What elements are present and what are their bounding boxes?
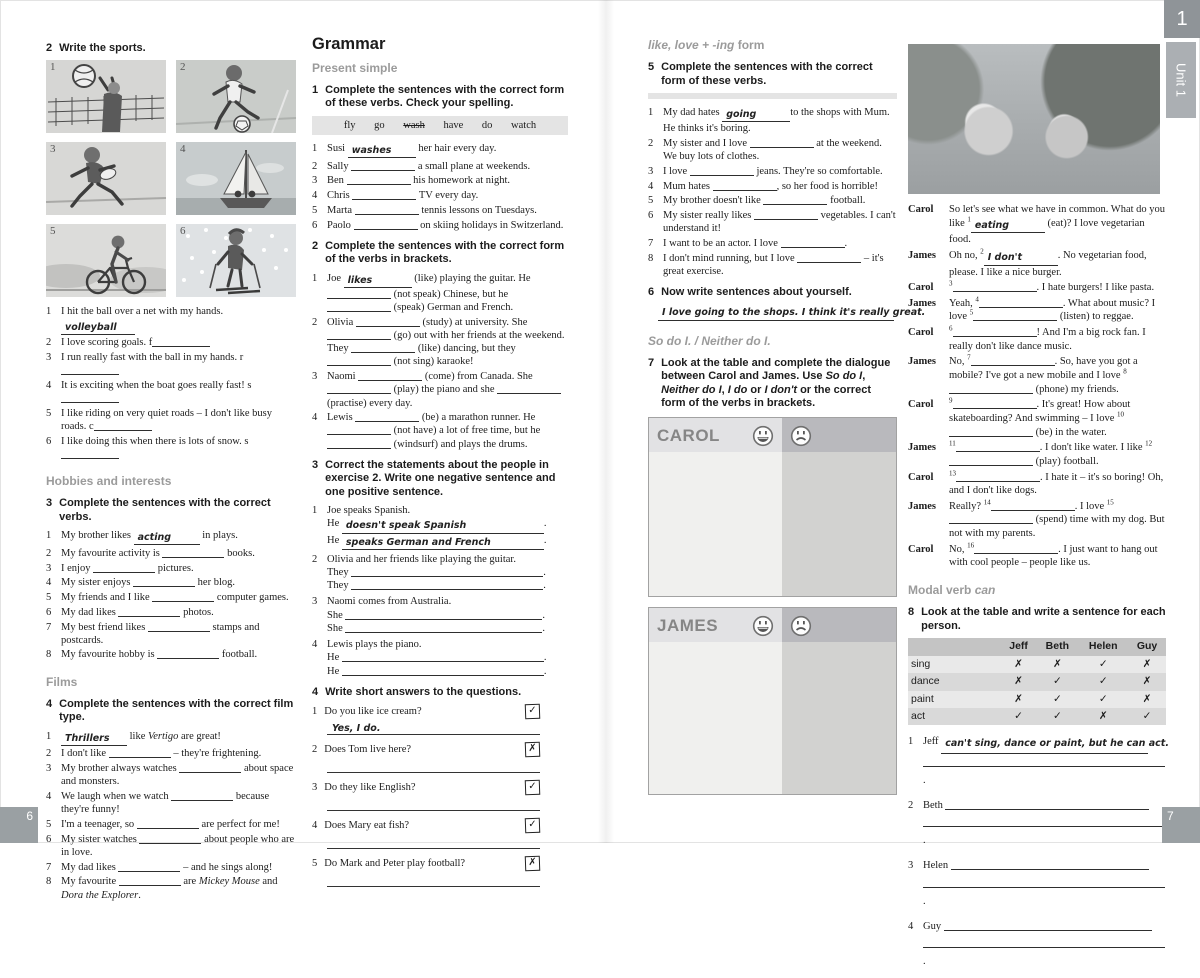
unit-number-tab: 1 — [1164, 0, 1200, 38]
speaker-name: James — [908, 356, 936, 368]
answer-line — [327, 874, 540, 887]
films-heading: Films — [46, 674, 78, 689]
exercise-item: 2 Olivia (study) at university. She (go) out with her friends at the weekend. They (like) dancing, but they (not sing) karaoke! — [312, 316, 565, 368]
can-table-row: dance ✗ ✓ ✓ ✗ — [908, 673, 1166, 690]
speaker-name: James — [908, 297, 936, 309]
answer-line — [327, 760, 540, 773]
rugby-illustration: 3 — [46, 142, 166, 215]
exercise-item: 4 My sister enjoys her blog. — [46, 577, 235, 589]
checkbox-icon: ✓ — [525, 780, 541, 796]
short-answer-item: 1 Do you like ice cream? ✓ Yes, I do. — [312, 704, 568, 735]
exercise-item: 3 I love jeans. They're so comfortable. — [648, 165, 883, 177]
ex7-title: 7 Look at the table and complete the dialogue between Carol and James. Use So do I, Neither do I, I do or I don't or the correct form of the verbs in brackets. — [648, 356, 891, 409]
exercise-item: 3 I run really fast with the ball in my hands. r — [46, 351, 298, 377]
dialogue-line: James Really? $^{14}$ . I love $^{15}$ (spend) time with my dog. But not with my parents. — [908, 498, 1165, 540]
exercise-item: 5 My brother doesn't like football. — [648, 195, 866, 207]
exercise-item: 2 My sister and I love at the weekend. We buy lots of clothes. — [648, 137, 882, 163]
checkbox-icon: ✓ — [525, 704, 541, 720]
exercise-item: 1 Susi washes her hair every day. — [312, 142, 568, 158]
exercise-item: 3 My brother always watches about space and monsters. — [46, 763, 294, 788]
james-table — [648, 607, 897, 795]
present-simple-heading: Present simple — [312, 60, 398, 75]
grammar-ex1-title: 1 Complete the sentences with the correct form of these verbs. Check your spelling. — [312, 83, 565, 110]
exercise-item: 2 My favourite activity is books. — [46, 547, 255, 559]
exercise-item: 7 My best friend likes stamps and postcards. — [46, 621, 260, 646]
exercise-item: 6 My sister really likes vegetables. I can't understand it! — [648, 209, 896, 235]
hobbies-heading: Hobbies and interests — [46, 474, 172, 489]
grammar-ex2-title: 2 Complete the sentences with the correct form of the verbs in brackets. — [312, 239, 565, 266]
dialogue-line: Carol So let's see what we have in common. What do you like $^1$eating (eat)? I love vegetarian food. — [908, 204, 1166, 246]
dialogue-line: James Yeah, $^4$ . What about music? I love $^5$ (listen) to reggae. — [908, 295, 1156, 323]
grammar-ex3-title: 3 Correct the statements about the people in exercise 2. Write one negative sentence and one positive sentence. — [312, 458, 556, 498]
speaker-name: Carol — [908, 204, 934, 215]
ex8-title: 8 Look at the table and write a sentence for each person. — [908, 606, 1166, 632]
sailing-illustration: 4 — [176, 142, 296, 215]
ex2-title: 2 Write the sports. — [46, 42, 146, 54]
carol-name: CAROL — [657, 426, 720, 446]
grammar-ex4-items — [312, 704, 568, 887]
exercise-item: 4 Guy . — [908, 918, 1166, 972]
exercise-item: 4 Lewis plays the piano. He . He . — [312, 639, 547, 677]
carol-james-dialogue — [908, 203, 1166, 570]
dialogue-line: James Oh no, $^2$I don't . No vegetarian food, please. I like a nice burger. — [908, 247, 1147, 278]
dialogue-line: James No, $^7$ . So, have you got a mobile? I've got a new mobile and I love $^8$ (phone) my friends. — [908, 353, 1138, 395]
exercise-item: 1 My dad hates going to the shops with Mum. He thinks it's boring. — [648, 106, 890, 135]
ex4-title: 4 Complete the sentences with the correct film type. — [46, 697, 294, 724]
carol-table — [648, 417, 897, 597]
happy-face-icon — [752, 615, 774, 637]
exercise-item: 3 Naomi (come) from Canada. She (play) the piano and she (practise) every day. — [312, 370, 568, 410]
exercise-item: 6 I like doing this when there is lots of snow. s — [46, 435, 298, 461]
carol-dislikes — [782, 452, 896, 596]
ex1-verb-box: fly go wash have do watch — [312, 116, 568, 135]
answer-line — [327, 798, 540, 811]
grammar-ex1-items — [312, 142, 568, 232]
ex2-items — [46, 305, 298, 461]
can-table-row: sing ✗ ✗ ✓ ✗ — [908, 656, 1166, 673]
can-table: Jeff Beth Helen Guy sing ✗ ✗ ✓ ✗ dance ✗ ✓ ✓ ✗ paint ✗ ✓ ✓ ✗ act ✓ ✓ ✗ ✓ — [908, 638, 1166, 725]
exercise-item: 1 Thrillers like Vertigo are great! — [46, 730, 298, 746]
exercise-item: 1 My brother likes acting in plays. — [46, 529, 298, 545]
grammar-ex4-title: 4 Write short answers to the questions. — [312, 685, 522, 698]
can-table-row: paint ✗ ✓ ✓ ✗ — [908, 691, 1166, 708]
sports-image-grid — [46, 60, 298, 297]
like-love-heading: like, love + -ing form — [648, 38, 765, 52]
exercise-item: 6 My sister watches about people who are in love. — [46, 833, 295, 858]
volleyball-art — [46, 60, 166, 133]
exercise-item: 6 Paolo on skiing holidays in Switzerland. — [312, 219, 564, 231]
left-page-column-1 — [46, 34, 298, 903]
exercise-item: 4 Lewis (be) a marathon runner. He (not have) a lot of free time, but he (windsurf) and plays the drums. — [312, 412, 541, 450]
exercise-item: 5 Marta tennis lessons on Tuesdays. — [312, 204, 537, 216]
grammar-heading: Grammar — [312, 35, 386, 53]
exercise-item: 1 Joe likes (like) playing the guitar. He (not speak) Chinese, but he (speak) German and French. — [312, 272, 531, 313]
cycling-art — [46, 224, 166, 297]
right-page-column-2 — [908, 44, 1169, 978]
page-number-right: 7 — [1162, 807, 1200, 843]
exercise-item: 1 I hit the ball over a net with my hands. volleyball — [46, 305, 298, 334]
speaker-name: Carol — [908, 399, 934, 411]
exercise-item: 8 My favourite hobby is football. — [46, 649, 258, 661]
football-illustration: 2 — [176, 60, 296, 133]
exercise-item: 5 I'm a teenager, so are perfect for me! — [46, 818, 280, 830]
exercise-item: 1 Jeff can't sing, dance or paint, but he can act. . — [908, 736, 1169, 786]
ex5-verb-box — [648, 93, 897, 99]
checkbox-icon: ✗ — [525, 742, 541, 758]
skiing-illustration: 6 — [176, 224, 296, 297]
dialogue-line: Carol $^6$ ! And I'm a big rock fan. I really don't like dance music. — [908, 324, 1146, 352]
speaker-name: James — [908, 249, 936, 261]
ex5-items — [648, 106, 897, 278]
exercise-item: 2 Sally a small plane at weekends. — [312, 160, 531, 172]
ex6-answer-line: I love going to the shops. I think it's really great. — [658, 304, 897, 320]
exercise-item: 7 My dad likes – and he sings along! — [46, 861, 273, 873]
exercise-item: 8 My favourite are Mickey Mouse and Dora the Explorer. — [46, 876, 278, 901]
exercise-item: 3 Helen . — [908, 857, 1166, 911]
exercise-item: 5 I like riding on very quiet roads – I don't like busy roads. c — [46, 407, 272, 433]
checkbox-icon: ✗ — [525, 856, 541, 872]
exercise-item: 4 Mum hates , so her food is horrible! — [648, 180, 879, 192]
ex4-items — [46, 730, 298, 902]
exercise-item: 3 Ben his homework at night. — [312, 175, 510, 187]
speaker-name: James — [908, 442, 936, 454]
exercise-item: 1 Joe speaks Spanish. He doesn't speak Spanish . He speaks German and French . — [312, 504, 568, 550]
page-gutter — [598, 0, 614, 843]
speaker-name: Carol — [908, 471, 934, 483]
dialogue-line: Carol No, $^{16}$ . I just want to hang out with cool people – people like us. — [908, 541, 1158, 569]
checkbox-icon: ✓ — [525, 818, 541, 834]
ex6-title: 6 Now write sentences about yourself. — [648, 286, 852, 299]
grammar-ex3-items — [312, 504, 568, 678]
dialogue-line: James $^{11}$ . I don't like water. I like $^{12}$ (play) football. — [908, 439, 1153, 467]
sailing-art — [176, 142, 296, 215]
carol-likes — [649, 452, 782, 596]
happy-face-icon — [752, 425, 774, 447]
exercise-item: 6 My dad likes photos. — [46, 606, 214, 618]
exercise-item: 2 I love scoring goals. f — [46, 336, 298, 349]
exercise-item: 5 My friends and I like computer games. — [46, 592, 289, 604]
can-table-row: act ✓ ✓ ✗ ✓ — [908, 708, 1166, 725]
speaker-name: Carol — [908, 327, 934, 339]
football-art — [176, 60, 296, 133]
james-name: JAMES — [657, 616, 719, 636]
short-answer-item: 4 Does Mary eat fish? ✓ — [312, 818, 568, 849]
cycling-illustration: 5 — [46, 224, 166, 297]
speaker-name: Carol — [908, 543, 934, 555]
grammar-ex2-items — [312, 272, 568, 451]
exercise-item: 4 We laugh when we watch because they're funny! — [46, 791, 270, 816]
answer-line: Yes, I do. — [327, 722, 540, 735]
volleyball-illustration: 1 — [46, 60, 166, 133]
so-do-i-heading: So do I. / Neither do I. — [648, 333, 771, 348]
exercise-item: 2 Olivia and her friends like playing the guitar. They . They . — [312, 553, 546, 592]
dialogue-line: Carol $^3$ . I hate burgers! I like pasta. — [908, 279, 1155, 294]
skiing-art — [176, 224, 296, 297]
james-likes — [649, 642, 782, 794]
modal-verb-heading: Modal verb can — [908, 583, 996, 598]
ex8-items — [908, 733, 1169, 971]
ex3-title: 3 Complete the sentences with the correct verbs. — [46, 497, 271, 523]
exercise-item: 3 Naomi comes from Australia. She . She . — [312, 596, 545, 634]
speaker-name: James — [908, 500, 936, 512]
ex3-items — [46, 529, 298, 661]
ex5-title: 5 Complete the sentences with the correct form of these verbs. — [648, 61, 873, 87]
photo-two-teenagers — [908, 44, 1160, 194]
speaker-name: Carol — [908, 282, 934, 294]
grammar-column — [312, 34, 568, 894]
short-answer-item: 3 Do they like English? ✓ — [312, 780, 568, 811]
right-page-column-1 — [648, 34, 926, 805]
exercise-item: 7 I want to be an actor. I love . — [648, 237, 848, 249]
dialogue-line: Carol $^{13}$ . I hate it – it's so boring! Oh, and I don't like dogs. — [908, 469, 1164, 497]
short-answer-item: 5 Do Mark and Peter play football? ✗ — [312, 856, 568, 887]
exercise-item: 4 It is exciting when the boat goes really fast! s — [46, 379, 298, 405]
rugby-art — [46, 142, 166, 215]
exercise-item: 8 I don't mind running, but I love – it's great exercise. — [648, 252, 884, 277]
unit-label-tab: Unit 1 — [1166, 42, 1196, 118]
sad-face-icon — [790, 615, 812, 637]
exercise-item: 2 I don't like – they're frightening. — [46, 748, 262, 760]
dialogue-line: Carol $^9$ . It's great! How about skateboarding? And swimming – I love $^{10}$ (be) in the water. — [908, 396, 1131, 438]
short-answer-item: 2 Does Tom live here? ✗ — [312, 742, 568, 773]
exercise-item: 3 I enjoy pictures. — [46, 562, 194, 574]
exercise-item: 4 Chris TV every day. — [312, 190, 479, 202]
page-number-left: 6 — [0, 807, 38, 843]
exercise-item: 2 Beth . — [908, 797, 1166, 851]
james-dislikes — [782, 642, 896, 794]
sad-face-icon — [790, 425, 812, 447]
